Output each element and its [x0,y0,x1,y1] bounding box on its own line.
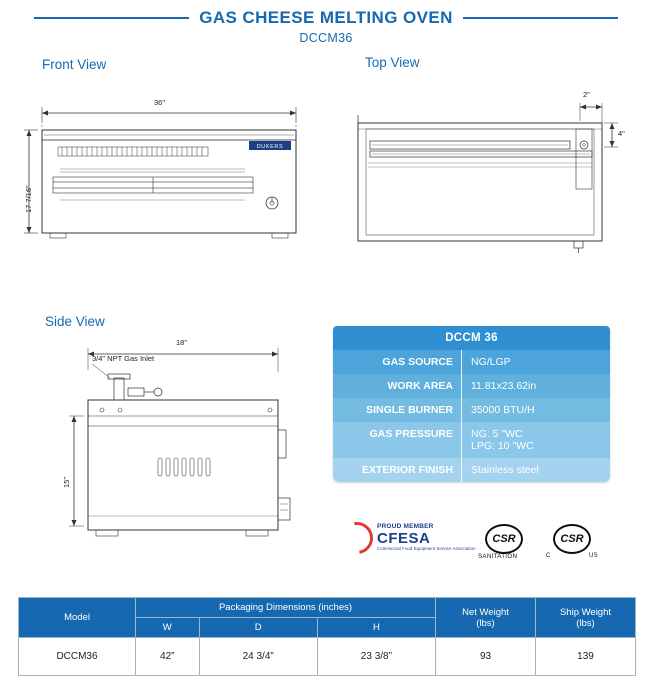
spec-table-header: DCCM 36 [333,326,610,350]
spec-row [333,350,610,374]
top-depth-dim: 4" [618,129,625,138]
front-height-dim: 17 7/16" [24,185,33,213]
spec-value: Stainless steel [461,458,610,482]
spec-row [333,458,610,482]
th-ship-weight-label: Ship Weight [559,606,612,618]
spec-row [333,374,610,398]
page-subtitle: DCCM36 [299,31,353,45]
cell-model: DCCM36 [19,638,136,676]
side-view-drawing [30,330,320,565]
th-height: H [317,618,435,638]
spec-value: 35000 BTU/H [461,398,610,422]
side-width-dim: 18" [176,338,188,347]
top-small-dim: 2" [583,90,590,99]
cfesa-main-label: CFESA [377,530,431,548]
th-depth: D [199,618,317,638]
spec-row [333,422,610,458]
th-net-weight-label: Net Weight [462,606,509,618]
cfesa-sub-label: Commercial Food Equipment Service Association [377,546,476,552]
page-header [0,8,652,45]
title-row [0,8,652,28]
csa-us-caption: US [589,553,598,559]
th-ship-weight [536,598,636,638]
cell-width: 42” [136,638,200,676]
front-view-label: Front View [42,57,107,72]
packaging-table-body [19,638,636,676]
csa-us-icon: CSR [553,524,591,554]
spec-value: NG/LGP [461,350,610,374]
top-view-drawing [340,85,630,265]
csa-c-caption: C [546,553,551,559]
spec-value-line2: LPG: 10 "WC [471,440,534,452]
table-header-row [19,598,636,618]
th-net-weight [436,598,536,638]
th-packaging-group: Packaging Dimensions (inches) [136,598,436,618]
th-model: Model [19,598,136,638]
side-view-svg [30,330,320,560]
spec-value [461,422,610,458]
th-width: W [136,618,200,638]
csa-sanitation-caption: SANITATION [478,553,518,560]
side-height-dim: 15" [62,476,71,488]
front-width-dim: 36" [154,98,166,107]
front-view-drawing [20,85,320,265]
top-view-label: Top View [365,55,420,70]
spec-table [333,326,610,482]
spec-value: 11.81x23.62in [461,374,610,398]
cfesa-logo [341,522,476,554]
cfesa-text [377,524,476,551]
brand-badge [249,141,291,150]
side-view-label: Side View [45,314,105,329]
spec-key: EXTERIOR FINISH [361,464,453,476]
cell-ship-weight: 139 [536,638,636,676]
cell-depth: 24 3/4” [199,638,317,676]
cfesa-top-label: PROUD MEMBER [377,523,434,531]
spec-value-line1: NG: 5 "WC [471,428,523,440]
packaging-table-head [19,598,636,638]
certification-logos [333,520,613,566]
gas-inlet-label: 3/4" NPT Gas Inlet [92,354,155,363]
cell-height: 23 3/8” [317,638,435,676]
th-ship-weight-unit: (lbs) [576,617,595,629]
page-title: GAS CHEESE MELTING OVEN [199,8,453,27]
cell-net-weight: 93 [436,638,536,676]
spec-row [333,398,610,422]
spec-key: SINGLE BURNER [366,404,453,416]
spec-key: WORK AREA [387,380,453,392]
packaging-table [18,597,636,676]
csa-sanitation-icon: CSR [485,524,523,554]
spec-key: GAS SOURCE [382,356,453,368]
title-rule-left [34,17,189,19]
spec-key: GAS PRESSURE [369,428,453,440]
th-net-weight-unit: (lbs) [476,617,495,629]
top-view-svg [340,85,630,260]
front-view-svg [20,85,320,260]
table-row [19,638,636,676]
svg-text:DUKERS: DUKERS [256,144,284,150]
cfesa-swoosh-icon [335,516,380,561]
title-rule-right [463,17,618,19]
